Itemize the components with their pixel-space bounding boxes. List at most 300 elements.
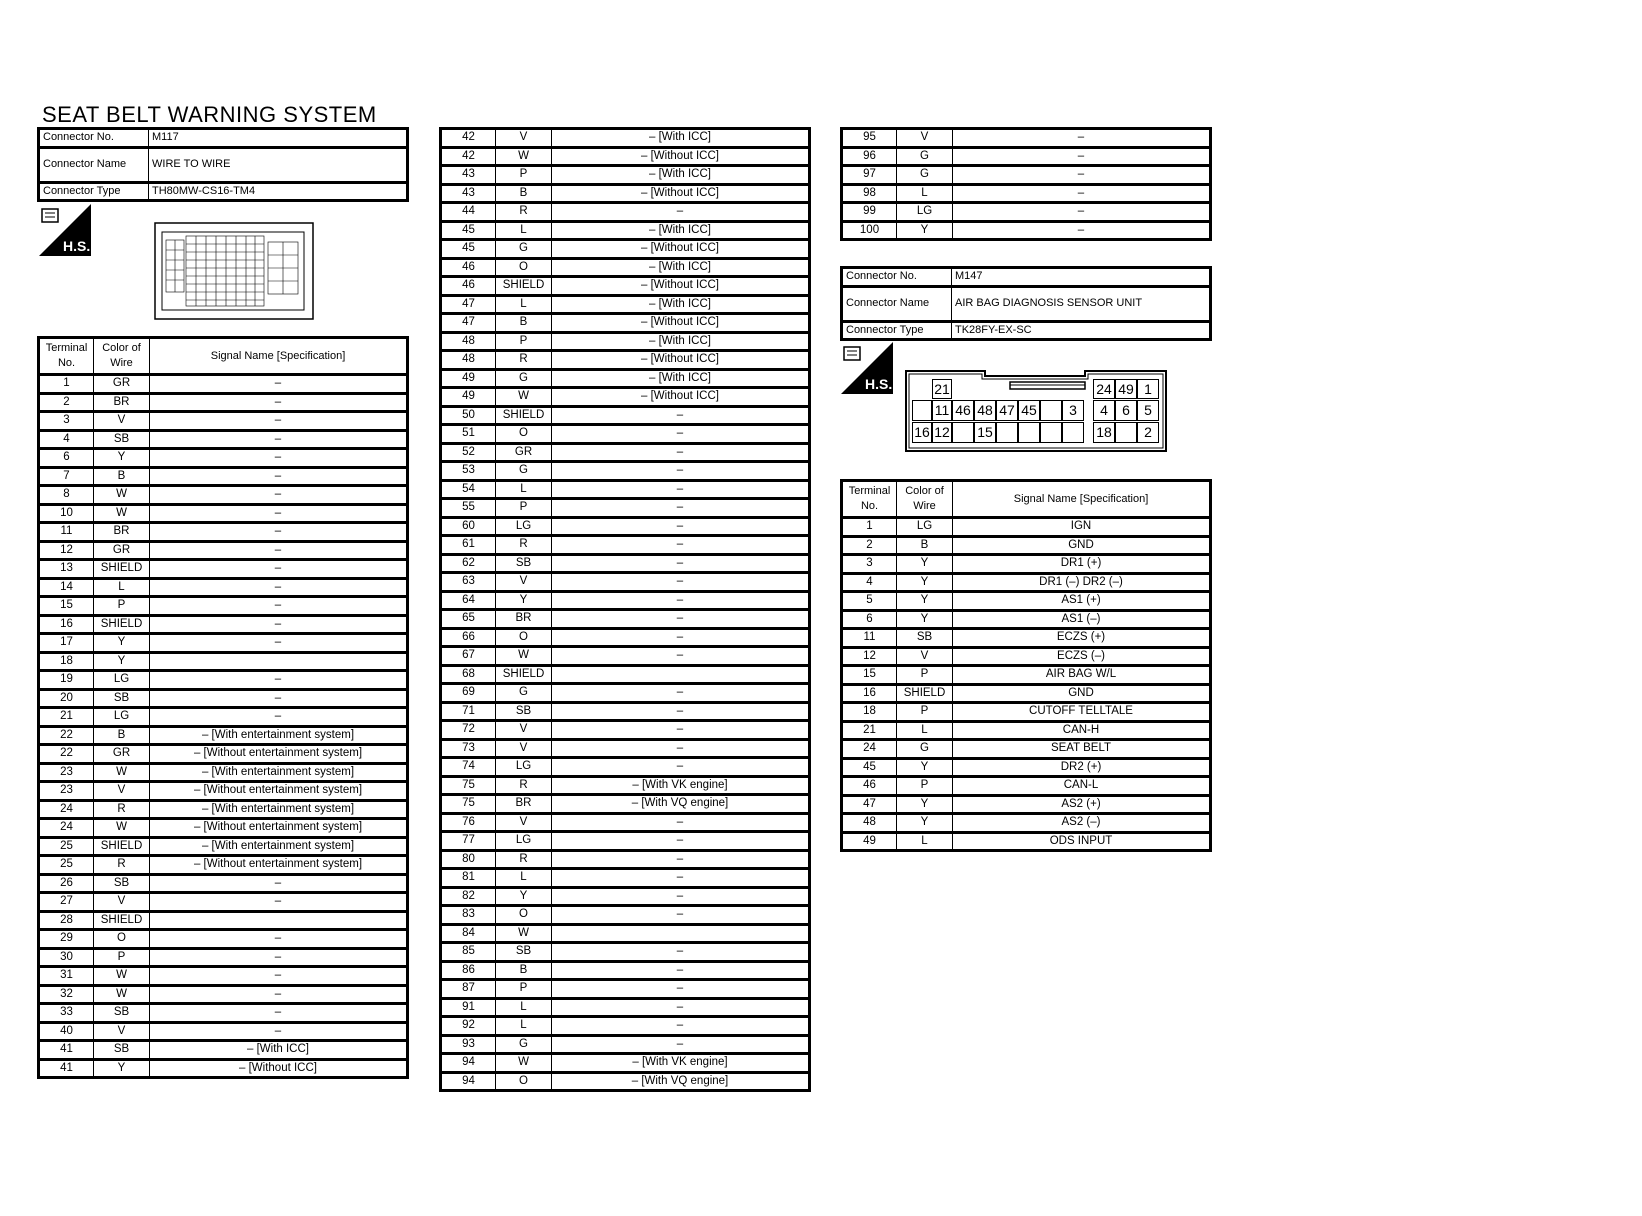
terminal-no-cell: 91 — [441, 998, 496, 1017]
table-row — [39, 412, 408, 431]
terminal-no-cell: 28 — [39, 911, 94, 930]
table-row — [39, 467, 408, 486]
terminal-no-cell: 47 — [441, 295, 496, 314]
table-row — [441, 739, 810, 758]
signal-name-cell: – [Without ICC] — [552, 277, 810, 296]
signal-name-cell: – — [150, 430, 408, 449]
terminal-no-cell: 18 — [842, 703, 897, 722]
table-row — [441, 184, 810, 203]
wire-color-cell: Y — [897, 573, 953, 592]
table-row — [39, 652, 408, 671]
signal-name-cell: – — [552, 462, 810, 481]
terminal-no-cell: 26 — [39, 874, 94, 893]
wire-color-cell: SHIELD — [94, 911, 150, 930]
wire-color-cell: W — [496, 147, 552, 166]
header-signal-name: Signal Name [Specification] — [150, 338, 408, 375]
terminal-no-cell: 52 — [441, 443, 496, 462]
terminal-no-cell: 17 — [39, 634, 94, 653]
table-row — [842, 666, 1211, 685]
terminal-no-cell: 49 — [441, 369, 496, 388]
connector1-info — [37, 127, 409, 202]
wire-color-cell: V — [94, 1022, 150, 1041]
terminal-no-cell: 72 — [441, 721, 496, 740]
harness-side-icon — [841, 342, 893, 394]
signal-name-cell: – — [150, 689, 408, 708]
table-row — [441, 943, 810, 962]
wire-color-cell: O — [496, 425, 552, 444]
signal-name-cell: – — [953, 184, 1211, 203]
pin-empty — [996, 422, 1018, 443]
terminal-no-cell: 25 — [39, 856, 94, 875]
terminal-no-cell: 15 — [39, 597, 94, 616]
terminal-no-cell: 15 — [842, 666, 897, 685]
header-terminal-no: Terminal No. — [39, 338, 94, 375]
signal-name-cell: CAN-L — [953, 777, 1211, 796]
pin-4: 4 — [1093, 400, 1115, 421]
svg-text:H.S.: H.S. — [865, 376, 893, 392]
table-row — [441, 277, 810, 296]
wire-color-cell: LG — [496, 517, 552, 536]
signal-name-cell: AS1 (–) — [953, 610, 1211, 629]
wire-color-cell: GR — [94, 375, 150, 394]
header-signal-name: Signal Name [Specification] — [953, 481, 1211, 518]
wire-color-cell: W — [94, 486, 150, 505]
table-row — [441, 462, 810, 481]
wire-color-cell: B — [94, 726, 150, 745]
signal-name-cell: – — [150, 578, 408, 597]
pin-46: 46 — [952, 400, 974, 421]
terminal-no-cell: 19 — [39, 671, 94, 690]
table-row — [441, 721, 810, 740]
pin-47: 47 — [996, 400, 1018, 421]
table-row — [441, 203, 810, 222]
signal-name-cell: – — [552, 684, 810, 703]
terminal-no-cell: 98 — [842, 184, 897, 203]
terminal-no-cell: 43 — [441, 184, 496, 203]
pin-3: 3 — [1062, 400, 1084, 421]
signal-name-cell: – [Without ICC] — [552, 184, 810, 203]
terminal-no-cell: 48 — [842, 814, 897, 833]
table-row — [39, 615, 408, 634]
wire-color-cell: V — [94, 412, 150, 431]
signal-name-cell: – — [552, 628, 810, 647]
table-row — [441, 850, 810, 869]
table-row — [842, 147, 1211, 166]
terminal-no-cell: 23 — [39, 763, 94, 782]
terminal-no-cell: 93 — [441, 1035, 496, 1054]
table-row — [842, 684, 1211, 703]
wire-color-cell: Y — [94, 449, 150, 468]
wire-color-cell: V — [897, 647, 953, 666]
pin-empty — [1115, 422, 1137, 443]
signal-name-cell: – — [552, 721, 810, 740]
pin-24: 24 — [1093, 379, 1115, 399]
signal-name-cell: – — [552, 961, 810, 980]
wire-color-cell: V — [496, 813, 552, 832]
terminal-no-cell: 49 — [441, 388, 496, 407]
terminal-no-cell: 51 — [441, 425, 496, 444]
wire-color-cell: O — [496, 906, 552, 925]
wire-color-cell: G — [496, 462, 552, 481]
terminal-no-cell: 76 — [441, 813, 496, 832]
signal-name-cell: – — [552, 591, 810, 610]
pin-2: 2 — [1137, 422, 1159, 443]
wire-color-cell: G — [897, 147, 953, 166]
table-row — [441, 443, 810, 462]
terminal-no-cell: 40 — [39, 1022, 94, 1041]
wire-color-cell: SB — [94, 1041, 150, 1060]
signal-name-cell: – — [150, 504, 408, 523]
table-row — [842, 795, 1211, 814]
wire-color-cell: SB — [94, 689, 150, 708]
signal-name-cell: – — [552, 1017, 810, 1036]
table-row — [842, 518, 1211, 537]
wire-color-cell: BR — [94, 393, 150, 412]
table-row — [842, 758, 1211, 777]
terminal-no-cell: 24 — [39, 800, 94, 819]
signal-name-cell: – — [150, 375, 408, 394]
wire-color-cell: G — [496, 684, 552, 703]
wire-color-cell: B — [94, 467, 150, 486]
label-connector-no: Connector No. — [39, 129, 149, 148]
terminal-no-cell: 3 — [39, 412, 94, 431]
table-row — [441, 998, 810, 1017]
signal-name-cell — [150, 652, 408, 671]
table-row — [842, 629, 1211, 648]
wire-color-cell: L — [897, 184, 953, 203]
terminal-no-cell: 63 — [441, 573, 496, 592]
wire-color-cell: G — [897, 166, 953, 185]
terminal-no-cell: 43 — [441, 166, 496, 185]
wire-color-cell: V — [897, 129, 953, 148]
wire-color-cell: W — [94, 763, 150, 782]
wire-color-cell: L — [897, 832, 953, 851]
table-row — [441, 665, 810, 684]
wire-color-cell: SB — [496, 702, 552, 721]
wire-color-cell: Y — [496, 591, 552, 610]
terminal-no-cell: 87 — [441, 980, 496, 999]
terminal-no-cell: 47 — [842, 795, 897, 814]
wire-color-cell: SHIELD — [897, 684, 953, 703]
terminal-no-cell: 96 — [842, 147, 897, 166]
signal-name-cell: ODS INPUT — [953, 832, 1211, 851]
table-row — [39, 708, 408, 727]
wire-color-cell: R — [94, 856, 150, 875]
signal-name-cell: – — [552, 536, 810, 555]
table-row — [441, 887, 810, 906]
table-row — [441, 573, 810, 592]
signal-name-cell: – — [953, 203, 1211, 222]
wire-color-cell: V — [496, 721, 552, 740]
wire-color-cell: W — [496, 1054, 552, 1073]
pin-empty — [1040, 422, 1062, 443]
wire-color-cell: P — [496, 332, 552, 351]
pin-empty — [952, 422, 974, 443]
table-row — [39, 430, 408, 449]
table-row — [842, 203, 1211, 222]
table-row — [39, 893, 408, 912]
wire-color-cell: L — [897, 721, 953, 740]
signal-name-cell: – — [150, 948, 408, 967]
table-row — [441, 869, 810, 888]
signal-name-cell: – — [552, 998, 810, 1017]
signal-name-cell: – — [150, 1022, 408, 1041]
table-row — [39, 504, 408, 523]
table-row — [39, 782, 408, 801]
wire-color-cell: BR — [496, 795, 552, 814]
signal-name-cell: – — [552, 425, 810, 444]
header-terminal-no: Terminal No. — [842, 481, 897, 518]
terminal-no-cell: 8 — [39, 486, 94, 505]
wire-color-cell: Y — [897, 592, 953, 611]
table-row — [441, 924, 810, 943]
terminal-no-cell: 49 — [842, 832, 897, 851]
terminal-no-cell: 65 — [441, 610, 496, 629]
table-row — [441, 332, 810, 351]
wire-color-cell: Y — [897, 795, 953, 814]
wire-color-cell: W — [496, 647, 552, 666]
terminal-no-cell: 41 — [39, 1059, 94, 1078]
terminal-no-cell: 4 — [842, 573, 897, 592]
table-row — [441, 795, 810, 814]
terminal-no-cell: 22 — [39, 745, 94, 764]
terminal-no-cell: 54 — [441, 480, 496, 499]
terminal-no-cell: 86 — [441, 961, 496, 980]
connector2-name: AIR BAG DIAGNOSIS SENSOR UNIT — [952, 286, 1211, 321]
terminal-no-cell: 41 — [39, 1041, 94, 1060]
table-row — [441, 758, 810, 777]
signal-name-cell: AS1 (+) — [953, 592, 1211, 611]
wire-color-cell: B — [496, 184, 552, 203]
terminal-no-cell: 92 — [441, 1017, 496, 1036]
signal-name-cell: – — [552, 739, 810, 758]
table-row — [441, 314, 810, 333]
signal-name-cell: – — [150, 412, 408, 431]
terminal-no-cell: 80 — [441, 850, 496, 869]
table-row — [39, 1022, 408, 1041]
signal-name-cell — [552, 665, 810, 684]
header-color-of-wire: Color of Wire — [897, 481, 953, 518]
signal-name-cell: – — [150, 615, 408, 634]
terminal-no-cell: 66 — [441, 628, 496, 647]
signal-name-cell: IGN — [953, 518, 1211, 537]
terminal-no-cell: 47 — [441, 314, 496, 333]
wire-color-cell: Y — [94, 634, 150, 653]
terminal-no-cell: 33 — [39, 1004, 94, 1023]
terminal-no-cell: 16 — [842, 684, 897, 703]
signal-name-cell: – — [552, 758, 810, 777]
table-row — [39, 763, 408, 782]
signal-name-cell: – [With entertainment system] — [150, 837, 408, 856]
signal-name-cell: – — [552, 406, 810, 425]
table-row — [441, 702, 810, 721]
terminal-no-cell: 55 — [441, 499, 496, 518]
table-row — [441, 295, 810, 314]
connector2-diagram — [905, 370, 1167, 452]
signal-name-cell: – — [150, 671, 408, 690]
table-row — [39, 930, 408, 949]
table-row — [39, 1041, 408, 1060]
table-row — [441, 1017, 810, 1036]
terminal-no-cell: 50 — [441, 406, 496, 425]
wire-color-cell: P — [496, 980, 552, 999]
wire-color-cell: Y — [496, 887, 552, 906]
wire-color-cell: SB — [94, 874, 150, 893]
table-row — [39, 819, 408, 838]
wire-color-cell: O — [496, 628, 552, 647]
terminal-no-cell: 20 — [39, 689, 94, 708]
wire-color-cell: Y — [897, 814, 953, 833]
wire-color-cell: G — [496, 240, 552, 259]
terminal-no-cell: 21 — [842, 721, 897, 740]
table-row — [441, 591, 810, 610]
wire-color-cell: R — [496, 536, 552, 555]
wire-color-cell: G — [897, 740, 953, 759]
signal-name-cell: – — [150, 985, 408, 1004]
terminal-no-cell: 45 — [842, 758, 897, 777]
signal-name-cell: – [Without ICC] — [552, 147, 810, 166]
signal-name-cell: ECZS (+) — [953, 629, 1211, 648]
pin-21: 21 — [932, 379, 952, 399]
wire-color-cell: Y — [94, 1059, 150, 1078]
table-row — [39, 800, 408, 819]
pin-1: 1 — [1137, 379, 1159, 399]
wire-color-cell: W — [94, 819, 150, 838]
signal-name-cell: – [With ICC] — [552, 369, 810, 388]
pin-15: 15 — [974, 422, 996, 443]
terminal-no-cell: 62 — [441, 554, 496, 573]
terminal-no-cell: 11 — [842, 629, 897, 648]
table-row — [842, 573, 1211, 592]
signal-name-cell: – — [150, 634, 408, 653]
wire-color-cell: B — [496, 314, 552, 333]
table-row — [39, 985, 408, 1004]
terminal-no-cell: 46 — [441, 277, 496, 296]
terminal-no-cell: 42 — [441, 129, 496, 148]
signal-name-cell: – [With entertainment system] — [150, 726, 408, 745]
terminal-no-cell: 60 — [441, 517, 496, 536]
terminal-no-cell: 44 — [441, 203, 496, 222]
terminal-no-cell: 11 — [39, 523, 94, 542]
signal-name-cell: DR2 (+) — [953, 758, 1211, 777]
signal-name-cell: – [With ICC] — [552, 332, 810, 351]
label-connector-type: Connector Type — [842, 321, 952, 340]
signal-name-cell: – — [552, 869, 810, 888]
signal-name-cell: – — [552, 906, 810, 925]
signal-name-cell: – — [150, 967, 408, 986]
signal-name-cell: – [Without ICC] — [552, 314, 810, 333]
signal-name-cell: – — [552, 573, 810, 592]
signal-name-cell: – — [150, 523, 408, 542]
wire-color-cell: BR — [496, 610, 552, 629]
terminal-table-connector1 — [37, 336, 409, 1079]
signal-name-cell: CUTOFF TELLTALE — [953, 703, 1211, 722]
table-row — [441, 647, 810, 666]
terminal-no-cell: 2 — [39, 393, 94, 412]
wire-color-cell: SHIELD — [496, 665, 552, 684]
table-row — [441, 166, 810, 185]
signal-name-cell: – — [150, 874, 408, 893]
terminal-no-cell: 12 — [842, 647, 897, 666]
wire-color-cell: O — [496, 1072, 552, 1091]
wire-color-cell: V — [496, 129, 552, 148]
table-row — [39, 523, 408, 542]
wire-color-cell: P — [496, 499, 552, 518]
table-row — [441, 776, 810, 795]
terminal-no-cell: 85 — [441, 943, 496, 962]
wire-color-cell: W — [94, 504, 150, 523]
table-row — [441, 906, 810, 925]
table-row — [39, 541, 408, 560]
table-row — [39, 856, 408, 875]
terminal-table-connector1-cont — [439, 127, 811, 1092]
table-row — [39, 578, 408, 597]
wire-color-cell: V — [94, 782, 150, 801]
connector2-info — [840, 266, 1212, 341]
signal-name-cell: – — [552, 647, 810, 666]
signal-name-cell: ECZS (–) — [953, 647, 1211, 666]
table-row — [842, 832, 1211, 851]
signal-name-cell: – [With ICC] — [552, 258, 810, 277]
signal-name-cell: GND — [953, 684, 1211, 703]
terminal-no-cell: 22 — [39, 726, 94, 745]
table-row — [842, 647, 1211, 666]
wire-color-cell: GR — [94, 745, 150, 764]
table-row — [39, 634, 408, 653]
table-row — [441, 517, 810, 536]
table-row — [441, 147, 810, 166]
wire-color-cell: SB — [496, 554, 552, 573]
table-row — [441, 832, 810, 851]
signal-name-cell: GND — [953, 536, 1211, 555]
signal-name-cell: – [With entertainment system] — [150, 763, 408, 782]
terminal-no-cell: 48 — [441, 351, 496, 370]
wire-color-cell: LG — [897, 203, 953, 222]
terminal-no-cell: 45 — [441, 240, 496, 259]
signal-name-cell: AS2 (+) — [953, 795, 1211, 814]
terminal-no-cell: 1 — [39, 375, 94, 394]
signal-name-cell: – — [552, 887, 810, 906]
terminal-no-cell: 32 — [39, 985, 94, 1004]
page-title: SEAT BELT WARNING SYSTEM — [42, 102, 377, 127]
wire-color-cell: G — [496, 369, 552, 388]
terminal-no-cell: 24 — [39, 819, 94, 838]
table-row — [441, 258, 810, 277]
terminal-no-cell: 46 — [441, 258, 496, 277]
wire-color-cell: LG — [496, 758, 552, 777]
wire-color-cell: SB — [94, 430, 150, 449]
wire-color-cell: SHIELD — [94, 560, 150, 579]
table-row — [39, 449, 408, 468]
wire-color-cell: LG — [496, 832, 552, 851]
signal-name-cell: – [With VK engine] — [552, 1054, 810, 1073]
terminal-no-cell: 61 — [441, 536, 496, 555]
table-row — [842, 536, 1211, 555]
wire-color-cell: R — [94, 800, 150, 819]
wire-color-cell: G — [496, 1035, 552, 1054]
pin-5: 5 — [1137, 400, 1159, 421]
table-row — [441, 240, 810, 259]
label-connector-type: Connector Type — [39, 182, 149, 201]
wire-color-cell: B — [897, 536, 953, 555]
table-row — [441, 406, 810, 425]
terminal-no-cell: 94 — [441, 1072, 496, 1091]
terminal-no-cell: 7 — [39, 467, 94, 486]
signal-name-cell: – [With VQ engine] — [552, 1072, 810, 1091]
wire-color-cell: GR — [94, 541, 150, 560]
terminal-no-cell: 84 — [441, 924, 496, 943]
signal-name-cell: – — [552, 980, 810, 999]
